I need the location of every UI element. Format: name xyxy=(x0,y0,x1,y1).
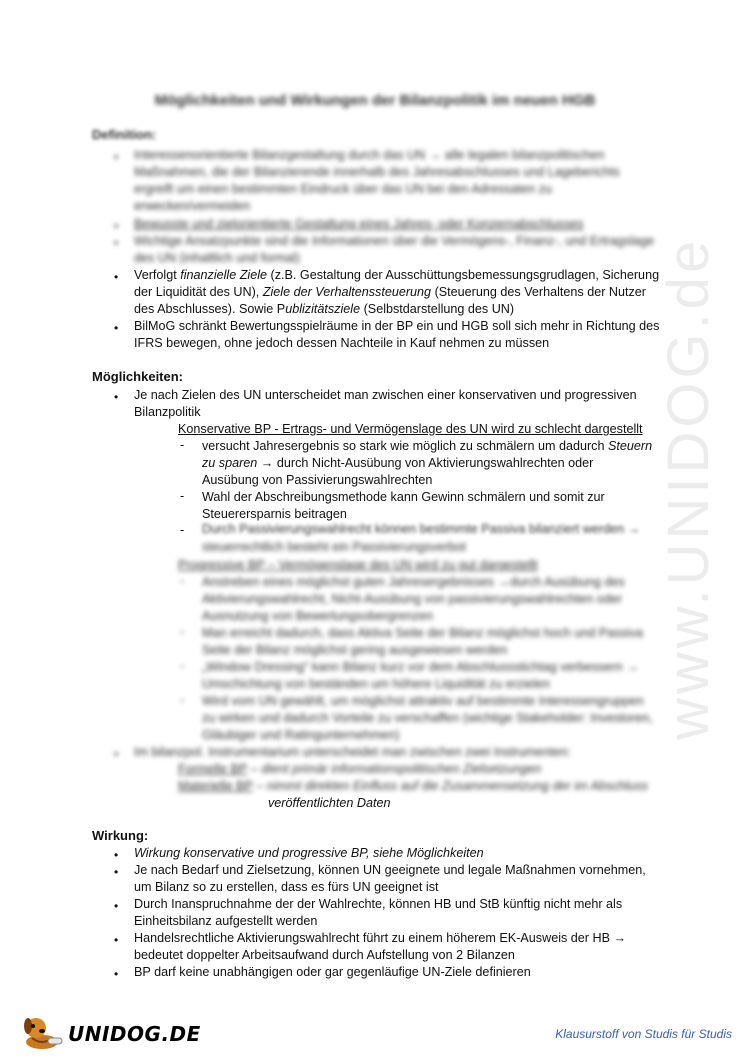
materielle-bp-continuation: veröffentlichten Daten xyxy=(268,796,391,810)
kons-d2-line2: Steuerersparnis beitragen xyxy=(202,507,347,521)
definition-b4-line3: des Abschlusses). Sowie Publizitätsziele (Selbstdarstellung des UN) xyxy=(134,302,515,316)
bullet-mark: • xyxy=(114,150,119,164)
kons-d3-line1: Durch Passivierungswahlrecht können bestimmte Passiva bilanziert werden → xyxy=(202,522,641,536)
definition-b1-line4: erwecken/vermeiden xyxy=(134,199,251,213)
definition-b2: Bewusste und zielorientierte Gestaltung eines Jahres- oder Konzernabschlusses xyxy=(134,217,584,231)
prog-p1-line1: Anstreben eines möglichst guten Jahresergebnisses →durch Ausübung des xyxy=(202,575,625,589)
definition-b5-line1: BilMoG schränkt Bewertungsspielräume in der BP ein und HGB soll sich mehr in Richtung des xyxy=(134,319,660,333)
definition-b3-line2: des UN (inhaltlich und formal) xyxy=(134,251,300,265)
unidog-logo[interactable] xyxy=(18,1012,218,1052)
moeglichkeiten-b1-line2: Bilanzpolitik xyxy=(134,405,201,419)
wirkung-b4-line1: Handelsrechtliche Aktivierungswahlrecht führt zu einem höherem EK-Ausweis der HB → xyxy=(134,931,627,945)
bullet-mark: • xyxy=(114,236,119,250)
definition-b5-line2: IFRS bewegen, ohne jedoch dessen Nachteile in Kauf nehmen zu müssen xyxy=(134,336,550,350)
wirkung-b2-line2: um Bilanz so zu erstellen, dass es fürs UN geeignet ist xyxy=(134,880,439,894)
bullet-mark: • xyxy=(114,967,119,981)
wirkung-b3-line2: Einheitsbilanz aufgestellt werden xyxy=(134,914,318,928)
moeglichkeiten-b2: Im bilanzpol. Instrumentarium unterscheidet man zwischen zwei Instrumenten: xyxy=(134,745,571,759)
prog-p1-line2: Aktivierungswahlrecht, Nicht-Ausübung von passivierungswahlrechten oder xyxy=(202,592,623,606)
prog-p2-line1: Man erreicht dadurch, dass Aktiva Seite der Bilanz möglichst hoch und Passiva xyxy=(202,626,644,640)
wirkung-b2-line1: Je nach Bedarf und Zielsetzung, können UN geeignete und legale Maßnahmen vornehmen, xyxy=(134,863,646,877)
bullet-mark: • xyxy=(114,270,119,284)
moeglichkeiten-heading: Möglichkeiten: xyxy=(92,369,184,384)
wirkung-heading: Wirkung: xyxy=(92,828,149,843)
prog-p4-line3: Gläubiger und Ratingunternehmen) xyxy=(202,728,400,742)
page-title: Möglichkeiten und Wirkungen der Bilanzpolitik im neuen HGB xyxy=(154,92,596,109)
definition-b1-line2: Maßnahmen, die der Bilanzierende innerhalb des Jahresabschlusses und Lageberichts xyxy=(134,165,620,179)
wirkung-b1: Wirkung konservative und progressive BP, siehe Möglichkeiten xyxy=(134,846,484,860)
kons-d1-line2: zu sparen → durch Nicht-Ausübung von Aktivierungswahlrechten oder xyxy=(202,456,594,470)
bullet-mark: • xyxy=(114,321,119,335)
bullet-mark: • xyxy=(114,390,119,404)
prog-p4-line1: Wird vom UN gewählt, um möglichst attraktiv auf bestimmte Interessengruppen xyxy=(202,694,644,708)
moeglichkeiten-b1-line1: Je nach Zielen des UN unterscheidet man zwischen einer konservativen und progressiven xyxy=(134,388,637,402)
definition-b1-line1: Interessenorientierte Bilanzgestaltung durch das UN → alle legalen bilanzpolitischen xyxy=(134,148,605,162)
wirkung-b4-line2: bedeutet doppelter Arbeitsaufwand durch Aufstellung von 2 Bilanzen xyxy=(134,948,515,962)
dash-mark: - xyxy=(180,659,185,673)
definition-heading: Definition: xyxy=(92,127,157,142)
logo-text: UNIDOG.DE xyxy=(68,1022,201,1046)
dash-mark: - xyxy=(180,438,185,452)
prog-p3-line1: „Window Dressing“ kann Bilanz kurz vor dem Abschlussstichtag verbessern → xyxy=(202,660,639,674)
prog-p2-line2: Seite der Bilanz möglichst gering ausgewiesen werden xyxy=(202,643,508,657)
dash-mark: - xyxy=(180,693,185,707)
bullet-mark: • xyxy=(114,219,119,233)
konservative-heading: Konservative BP - Ertrags- und Vermögenslage des UN wird zu schlecht dargestellt xyxy=(178,422,643,436)
bullet-mark: • xyxy=(114,899,119,913)
wirkung-b3-line1: Durch Inanspruchnahme der der Wahlrechte, können HB und StB künftig nicht mehr als xyxy=(134,897,623,911)
formelle-bp-line: Formelle BP – dient primär informationspolitischen Zielsetzungen xyxy=(178,762,542,776)
dash-mark: - xyxy=(180,625,185,639)
definition-b4-line2: der Liquidität des UN), Ziele der Verhaltenssteuerung (Steuerung des Verhaltens der Nutzer xyxy=(134,285,646,299)
dog-mascot-icon xyxy=(18,1012,66,1052)
prog-p3-line2: Umschichtung von beständen um höhere Liquidität zu erzielen xyxy=(202,677,550,691)
bullet-mark: • xyxy=(114,848,119,862)
prog-p4-line2: zu wirken und dadurch Vorteile zu verschaffen (wichtige Stakeholder: Investoren, xyxy=(202,711,653,725)
dash-mark: - xyxy=(180,574,185,588)
progressive-heading: Progressive BP – Vermögenslage des UN wird zu gut dargestellt xyxy=(178,558,538,572)
dash-mark: - xyxy=(180,523,185,537)
footer-tagline: Klausurstoff von Studis für Studis xyxy=(555,1027,732,1041)
bullet-mark: • xyxy=(114,933,119,947)
materielle-bp-line: Materielle BP – nimmt direkten Einfluss auf die Zusammensetzung der im Abschluss xyxy=(178,779,648,793)
bullet-mark: • xyxy=(114,747,119,761)
kons-d1-line1: versucht Jahresergebnis so stark wie möglich zu schmälern um dadurch Steuern xyxy=(202,439,653,453)
dash-mark: - xyxy=(180,489,185,503)
kons-d1-line3: Ausübung von Passivierungswahlrechten xyxy=(202,473,433,487)
wirkung-b5: BP darf keine unabhängigen oder gar gegenläufige UN-Ziele definieren xyxy=(134,965,531,979)
definition-b3-line1: Wichtige Ansatzpunkte sind die Informationen über die Vermögens-, Finanz-, und Ertragslage xyxy=(134,234,655,248)
kons-d2-line1: Wahl der Abschreibungsmethode kann Gewinn schmälern und somit zur xyxy=(202,490,605,504)
watermark: www.UNIDOG.de xyxy=(656,236,721,740)
definition-b1-line3: ergreift um einen bestimmten Eindruck über das UN bei den Adressaten zu xyxy=(134,182,552,196)
bullet-mark: • xyxy=(114,865,119,879)
definition-b4-line1: Verfolgt finanzielle Ziele (z.B. Gestaltung der Ausschüttungsbemessungsgrudlagen, Sicherung xyxy=(134,268,660,282)
kons-d3-line2: steuerrechtlich besteht ein Passivierungsverbot xyxy=(202,540,466,554)
prog-p1-line3: Ausnutzung von Bewertungsobergrenzen xyxy=(202,609,434,623)
